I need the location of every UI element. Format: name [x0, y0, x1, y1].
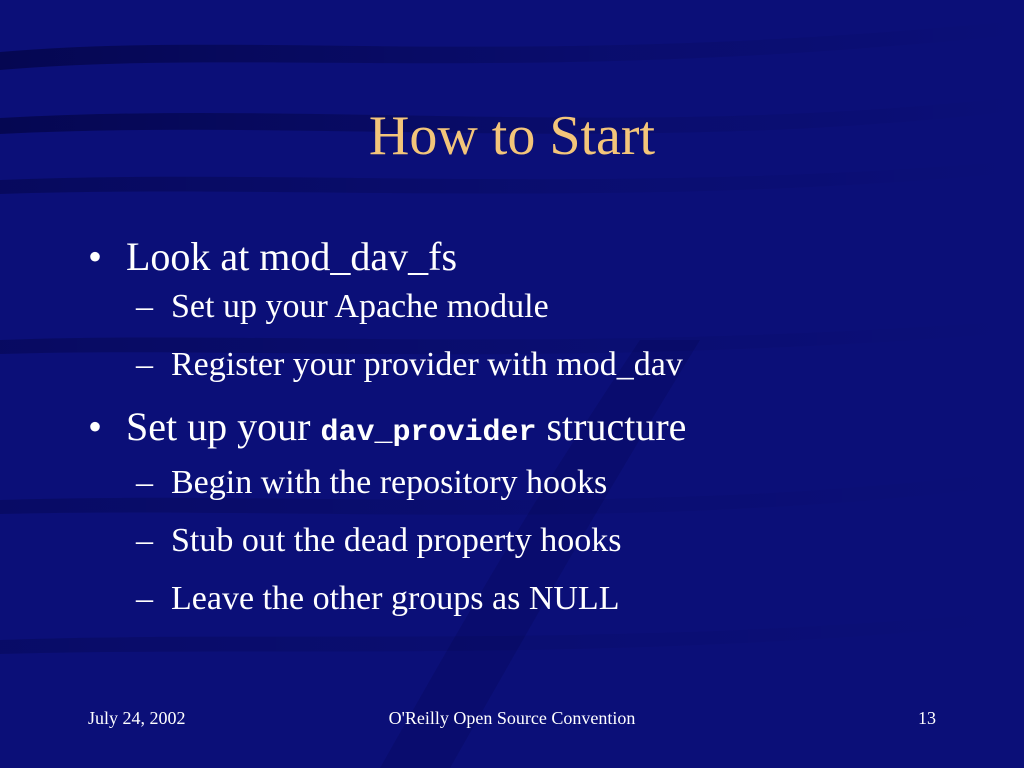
dash-marker: –: [136, 464, 153, 501]
dash-marker: –: [136, 288, 153, 325]
footer-date: July 24, 2002: [88, 708, 186, 728]
sub-item-text: Set up your Apache module: [171, 288, 549, 325]
dash-marker: –: [136, 346, 153, 383]
dash-marker: –: [136, 580, 153, 617]
sub-item-dead-property-hooks: [88, 520, 988, 562]
bullet-text-after: structure: [536, 404, 687, 449]
bullet-text-before: Set up your: [126, 404, 321, 449]
footer-page-number: 13: [918, 708, 936, 728]
bullet-marker: •: [88, 404, 103, 449]
sub-item-text: Leave the other groups as NULL: [171, 580, 620, 617]
sub-item-other-groups-null: [88, 578, 988, 620]
dash-marker: –: [136, 522, 153, 559]
bullet-marker: •: [88, 234, 103, 279]
sub-item-text: Stub out the dead property hooks: [171, 522, 622, 559]
sub-list: [126, 462, 988, 620]
sub-list: [126, 286, 988, 386]
sub-item-text: Begin with the repository hooks: [171, 464, 608, 501]
bullet-list: [88, 232, 988, 636]
bullet-set-up-dav-provider: [88, 402, 988, 620]
bullet-look-at-mod-dav-fs: [88, 232, 988, 386]
sub-item-repository-hooks: [88, 462, 988, 504]
slide-title: How to Start: [368, 105, 656, 167]
sub-item-apache-module: [88, 286, 988, 328]
sub-item-register-provider: [88, 344, 988, 386]
bullet-text: Look at mod_dav_fs: [126, 234, 458, 279]
sub-item-text: Register your provider with mod_dav: [171, 346, 683, 383]
footer-event: O'Reilly Open Source Convention: [388, 708, 636, 728]
code-dav-provider: dav_provider: [320, 416, 537, 450]
